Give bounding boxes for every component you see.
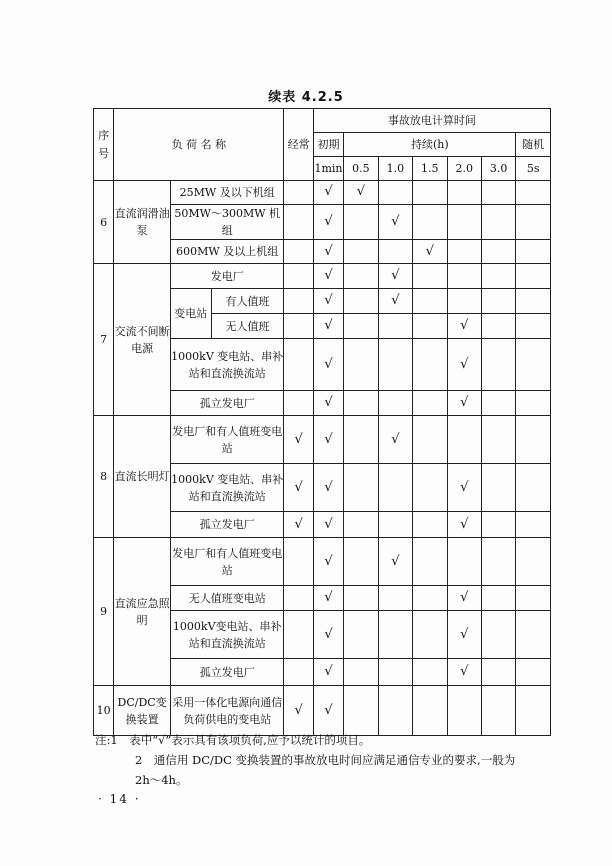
check-mark: √: [313, 464, 343, 512]
check-mark: √: [447, 314, 481, 339]
note-1: 注:1 表中“√”表示具有该项负荷,应予以统计的项目。: [95, 733, 371, 747]
header-continuous: 持续(h): [344, 133, 516, 157]
header-regular: 经常: [284, 109, 313, 181]
check-mark: √: [284, 464, 313, 512]
check-mark: √: [313, 391, 343, 416]
row-number: 6: [94, 181, 114, 264]
check-mark: √: [344, 181, 378, 205]
note-2-continued: 2h～4h。: [135, 773, 188, 787]
check-mark: √: [378, 538, 412, 586]
load-label: 无人值班: [211, 314, 284, 339]
load-label: 无人值班变电站: [170, 586, 283, 611]
check-mark: √: [313, 686, 343, 736]
check-mark: √: [378, 289, 412, 314]
table-row: [94, 686, 551, 736]
load-label: 发电厂和有人值班变电站: [170, 538, 283, 586]
header-1min: 1min: [313, 157, 343, 181]
load-label: 50MW～300MW 机组: [170, 205, 283, 240]
check-mark: √: [378, 205, 412, 240]
load-label: 有人值班: [211, 289, 284, 314]
header-seq: 序号: [94, 109, 114, 181]
load-label: 25MW 及以下机组: [170, 181, 283, 205]
check-mark: √: [313, 512, 343, 538]
check-mark: √: [378, 416, 412, 464]
check-mark: √: [313, 205, 343, 240]
load-label: 1000kV变电站、串补站和直流换流站: [170, 611, 283, 659]
group-name: 直流应急照明: [114, 538, 171, 686]
check-mark: √: [313, 314, 343, 339]
load-label: 孤立发电厂: [170, 391, 283, 416]
check-mark: √: [313, 240, 343, 264]
header-load-name: 负 荷 名 称: [114, 109, 284, 181]
check-mark: √: [313, 264, 343, 289]
check-mark: √: [284, 512, 313, 538]
check-mark: √: [447, 339, 481, 391]
header-2-0: 2.0: [447, 157, 481, 181]
group-name: 直流润滑油泵: [114, 181, 171, 264]
check-mark: √: [447, 611, 481, 659]
header-5s: 5s: [516, 157, 551, 181]
sub-group-name: 变电站: [170, 289, 211, 339]
header-accident-time: 事故放电计算时间: [313, 109, 550, 133]
row-number: 7: [94, 264, 114, 416]
load-label: 采用一体化电源向通信负荷供电的变电站: [170, 686, 283, 736]
row-number: 8: [94, 416, 114, 538]
load-label: 1000kV 变电站、串补站和直流换流站: [170, 339, 283, 391]
table-notes: [95, 730, 565, 790]
load-label: 600MW 及以上机组: [170, 240, 283, 264]
check-mark: √: [447, 659, 481, 686]
note-2: 2 通信用 DC/DC 变换装置的事故放电时间应满足通信专业的要求,一般为: [135, 753, 516, 767]
check-mark: √: [313, 416, 343, 464]
table-row: [94, 264, 551, 289]
row-number: 10: [94, 686, 114, 736]
header-random: 随机: [516, 133, 551, 157]
table-row: [94, 538, 551, 586]
load-label: 发电厂: [170, 264, 283, 289]
check-mark: √: [313, 586, 343, 611]
header-1-0: 1.0: [378, 157, 412, 181]
load-label: 1000kV 变电站、串补站和直流换流站: [170, 464, 283, 512]
header-1-5: 1.5: [413, 157, 447, 181]
load-label: 孤立发电厂: [170, 512, 283, 538]
check-mark: √: [447, 464, 481, 512]
table-row: [94, 181, 551, 205]
header-0-5: 0.5: [344, 157, 378, 181]
check-mark: √: [313, 181, 343, 205]
check-mark: √: [284, 416, 313, 464]
check-mark: √: [284, 686, 313, 736]
check-mark: √: [447, 512, 481, 538]
check-mark: √: [313, 289, 343, 314]
header-3-0: 3.0: [481, 157, 515, 181]
load-label: 发电厂和有人值班变电站: [170, 416, 283, 464]
check-mark: √: [378, 264, 412, 289]
page-number: · 14 ·: [98, 792, 141, 806]
check-mark: √: [313, 538, 343, 586]
table-caption: 续表 4.2.5: [268, 90, 344, 105]
table-row: [94, 416, 551, 464]
row-number: 9: [94, 538, 114, 686]
check-mark: √: [413, 240, 447, 264]
group-name: 直流长明灯: [114, 416, 171, 538]
group-name: DC/DC变换装置: [114, 686, 171, 736]
group-name: 交流不间断电源: [114, 264, 171, 416]
check-mark: √: [313, 659, 343, 686]
check-mark: √: [313, 611, 343, 659]
header-initial: 初期: [313, 133, 343, 157]
check-mark: √: [313, 339, 343, 391]
load-statistics-table: [93, 108, 551, 736]
load-label: 孤立发电厂: [170, 659, 283, 686]
check-mark: √: [447, 391, 481, 416]
check-mark: √: [447, 586, 481, 611]
